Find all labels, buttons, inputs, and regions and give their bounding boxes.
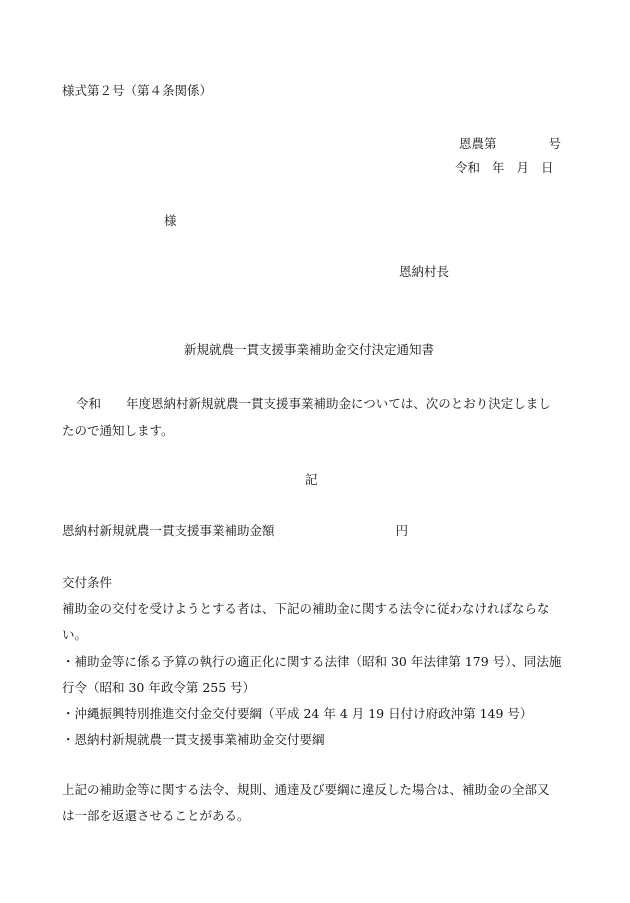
document-title: 新規就農一貫支援事業補助金交付決定通知書 [184,342,435,357]
closing-line-2: は一部を返還させることがある。 [62,808,250,823]
form-label: 様式第２号（第４条関係） [62,83,213,98]
condition-bullet-1-line-1: ・補助金等に係る予算の執行の適正化に関する法律（昭和 30 年法律第 179 号）、同法施 [62,654,562,669]
conditions-intro-line-2: い。 [62,627,88,642]
amount-label: 恩納村新規就農一貫支援事業補助金額 [62,523,275,538]
body-era: 令和 [76,396,102,411]
amount-line [62,525,408,538]
ki-marker: 記 [305,472,318,487]
date-month: 月 [516,160,530,175]
issuer: 恩納村長 [399,264,450,279]
closing-line-1: 上記の補助金等に関する法令、規則、通達及び要綱に違反した場合は、補助金の全部又 [62,782,550,797]
document-number-prefix: 恩農第 [459,136,497,151]
body-line-1 [76,398,551,411]
amount-unit: 円 [395,523,409,538]
body-line-1-text: 年度恩納村新規就農一貫支援事業補助金については、次のとおり決定しまし [126,396,551,411]
condition-bullet-1-line-2: 行令（昭和 30 年政令第 255 号） [62,680,256,695]
addressee-suffix: 様 [164,213,177,228]
condition-bullet-2: ・沖縄振興特別推進交付金交付要綱（平成 24 年 4 月 19 日付け府政沖第 149 号） [62,706,533,721]
date-day: 日 [541,160,554,175]
document-number [459,138,561,151]
conditions-heading: 交付条件 [62,575,113,590]
date-era: 令和 [455,160,481,175]
body-line-2: たので通知します。 [62,423,174,438]
date-year: 年 [492,160,505,175]
document-number-suffix: 号 [548,136,562,151]
condition-bullet-3: ・恩納村新規就農一貫支援事業補助金交付要綱 [62,732,325,747]
conditions-intro-line-1: 補助金の交付を受けようとする者は、下記の補助金に関する法令に従わなければならな [62,601,550,616]
date-line [455,162,554,175]
